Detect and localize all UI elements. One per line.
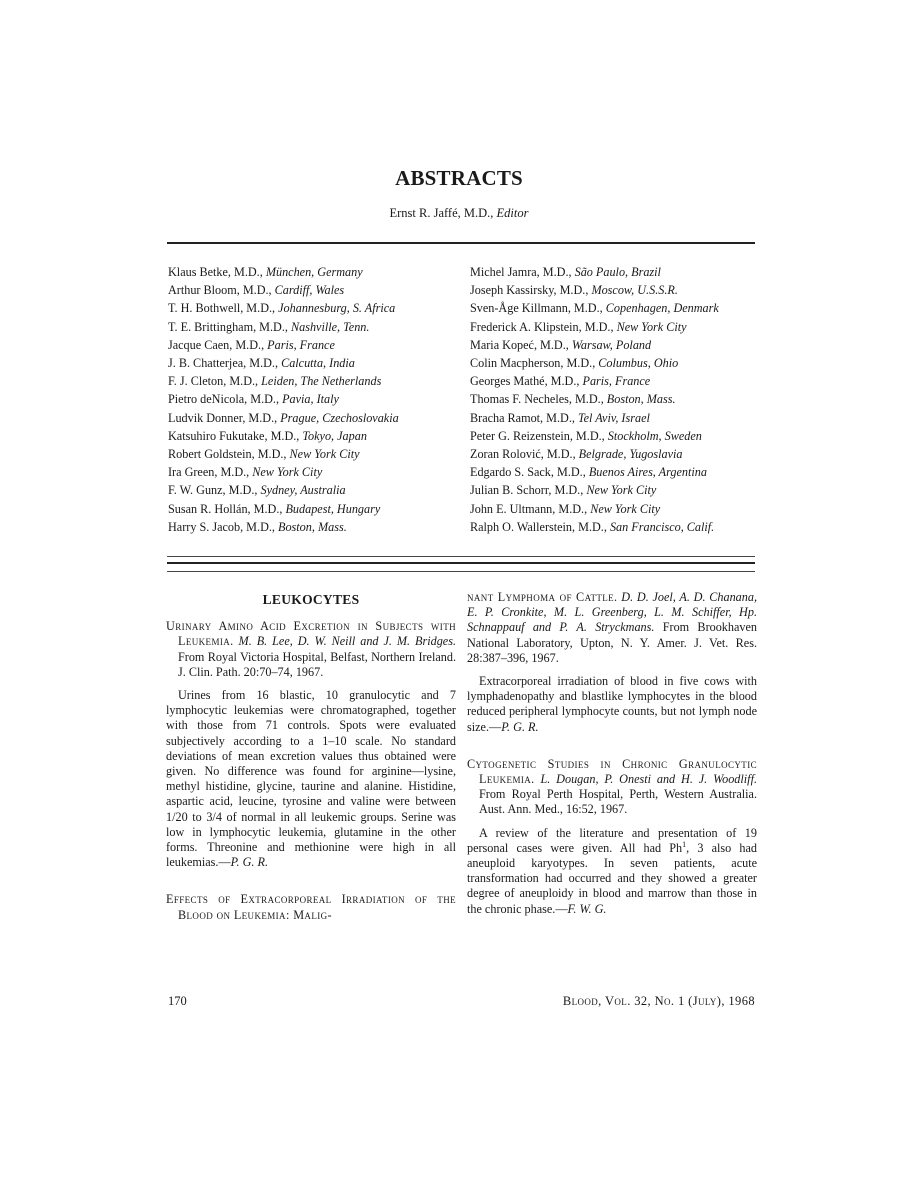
- abstract-citation: [166, 619, 456, 680]
- member-name: Ralph O. Wallerstein, M.D.,: [470, 519, 610, 534]
- abstract-title: Cytogenetic Studies in Chronic Granulocytic Leukemia.: [467, 756, 757, 787]
- abstract-text: Extracorporeal irradiation of blood in five cows with lymphadenopathy and blastlike lymphocytes in the blood reduced peripheral lymphocyte counts, but not lymph node size.—: [467, 674, 757, 734]
- abstract-signature: P. G. R.: [230, 855, 269, 870]
- board-member: [470, 318, 719, 336]
- member-place: Paris, France: [582, 374, 651, 389]
- board-member: [168, 263, 399, 281]
- abstract-title-continued: nant Lymphoma of Cattle.: [467, 590, 618, 604]
- member-place: Tokyo, Japan: [302, 428, 367, 443]
- member-place: Nashville, Tenn.: [291, 319, 370, 334]
- member-name: Pietro deNicola, M.D.,: [168, 392, 283, 407]
- abstract-citation: [166, 892, 456, 922]
- abstract-body: [467, 674, 757, 735]
- member-place: Columbus, Ohio: [598, 356, 679, 371]
- member-name: Peter G. Reizenstein, M.D.,: [470, 428, 608, 443]
- member-place: Stockholm, Sweden: [607, 428, 702, 443]
- member-place: Warsaw, Poland: [571, 337, 652, 352]
- board-member: [470, 390, 719, 408]
- board-member: [168, 372, 399, 390]
- abstract-body: [166, 688, 456, 870]
- board-member: [168, 318, 399, 336]
- board-member: [470, 481, 719, 499]
- member-name: Katsuhiro Fukutake, M.D.,: [168, 428, 303, 443]
- column-right: [467, 590, 757, 925]
- abstract-source: From Royal Victoria Hospital, Belfast, Northern Ireland. J. Clin. Path. 20:70–74, 1967.: [178, 649, 456, 679]
- abstract-text: A review of the literature and presentation of 19 personal cases were given. All had Ph: [467, 825, 757, 855]
- member-name: Maria Kopeć, M.D.,: [470, 337, 572, 352]
- board-member: [470, 299, 719, 317]
- member-place: Copenhagen, Denmark: [605, 301, 719, 316]
- board-member: [168, 481, 399, 499]
- board-member: [470, 354, 719, 372]
- member-name: Georges Mathé, M.D.,: [470, 374, 583, 389]
- board-member: [168, 500, 399, 518]
- board-member: [470, 500, 719, 518]
- member-place: Boston, Mass.: [606, 392, 676, 407]
- member-place: San Francisco, Calif.: [609, 519, 715, 534]
- member-name: Joseph Kassirsky, M.D.,: [470, 283, 592, 298]
- abstract-text: , 3 also had aneuploid karyotypes. In seven patients, acute transformation had occurred and they showed a greater degree of aneuploidy in blood and marrow than those in the chronic phase.—: [467, 840, 757, 916]
- member-place: Paris, France: [267, 337, 335, 352]
- member-name: Zoran Rolović, M.D.,: [470, 447, 579, 462]
- page-number: 170: [168, 994, 187, 1008]
- member-place: Buenos Aires, Argentina: [588, 465, 707, 480]
- member-place: New York City: [289, 447, 360, 462]
- member-name: F. W. Gunz, M.D.,: [168, 483, 261, 498]
- column-left: [166, 590, 456, 931]
- abstract-title: Urinary Amino Acid Excretion in Subjects with Leukemia.: [166, 619, 456, 649]
- member-place: Pavia, Italy: [282, 392, 339, 407]
- member-place: Prague, Czechoslovakia: [280, 410, 399, 425]
- member-name: John E. Ultmann, M.D.,: [470, 501, 591, 516]
- top-rule: [167, 242, 755, 244]
- member-place: Belgrade, Yugoslavia: [578, 447, 683, 462]
- member-name: Klaus Betke, M.D.,: [168, 265, 266, 279]
- member-name: T. H. Bothwell, M.D.,: [168, 301, 279, 316]
- abstract-title: Effects of Extracorporeal Irradiation of the Blood on Leukemia: Malig-: [166, 892, 456, 922]
- member-name: Jacque Caen, M.D.,: [168, 337, 268, 352]
- member-name: Robert Goldstein, M.D.,: [168, 447, 290, 462]
- member-name: F. J. Cleton, M.D.,: [168, 374, 262, 389]
- triple-rule-bottom: [167, 571, 755, 572]
- member-name: Julian B. Schorr, M.D.,: [470, 483, 587, 498]
- board-member: [470, 336, 719, 354]
- editor-line: [0, 206, 918, 221]
- editorial-board-right: [470, 263, 719, 536]
- board-member: [470, 281, 719, 299]
- member-place: Calcutta, India: [281, 356, 355, 371]
- member-place: Sydney, Australia: [260, 483, 346, 498]
- board-member: [470, 263, 719, 281]
- board-member: [168, 281, 399, 299]
- abstract-authors: M. B. Lee, D. W. Neill and J. M. Bridges.: [233, 634, 456, 649]
- member-name: Thomas F. Necheles, M.D.,: [470, 392, 607, 407]
- section-heading: LEUKOCYTES: [262, 592, 360, 607]
- abstract-body: [467, 826, 757, 917]
- board-member: [168, 336, 399, 354]
- member-name: Harry S. Jacob, M.D.,: [168, 519, 279, 534]
- board-member: [168, 463, 399, 481]
- abstract-source: From Royal Perth Hospital, Perth, Western Australia. Aust. Ann. Med., 16:52, 1967.: [479, 787, 757, 817]
- member-place: New York City: [586, 483, 657, 498]
- member-name: Sven-Åge Killmann, M.D.,: [470, 301, 606, 316]
- member-name: Michel Jamra, M.D.,: [470, 265, 575, 279]
- board-member: [168, 427, 399, 445]
- abstract-signature: F. W. G.: [567, 901, 607, 916]
- abstract-source: From Brookhaven National Laboratory, Upton, N. Y. Amer. J. Vet. Res. 28:387–396, 1967.: [467, 620, 758, 665]
- journal-citation: Blood, Vol. 32, No. 1 (July), 1968: [562, 994, 755, 1008]
- abstract-authors: D. D. Joel, A. D. Chanana, E. P. Cronkite, M. L. Greenberg, L. M. Schiffer, Hp. Schnappauf and P. A. Stryckmans.: [467, 590, 757, 635]
- triple-rule-top: [167, 556, 755, 557]
- editorial-board-left: [168, 263, 399, 536]
- abstract-authors: L. Dougan, P. Onesti and H. J. Woodliff.: [534, 772, 757, 787]
- abstract-signature: P. G. R.: [501, 719, 539, 734]
- board-member: [168, 409, 399, 427]
- board-member: [168, 518, 399, 536]
- member-name: T. E. Brittingham, M.D.,: [168, 319, 291, 334]
- member-name: Frederick A. Klipstein, M.D.,: [470, 319, 617, 334]
- member-place: Cardiff, Wales: [274, 283, 345, 298]
- member-name: J. B. Chatterjea, M.D.,: [168, 356, 282, 371]
- board-member: [470, 518, 719, 536]
- member-name: Edgardo S. Sack, M.D.,: [470, 465, 589, 480]
- member-name: Ludvik Donner, M.D.,: [168, 410, 281, 425]
- triple-rule-middle: [167, 562, 755, 564]
- member-place: Moscow, U.S.S.R.: [591, 283, 678, 298]
- editor-role: Editor: [496, 206, 529, 220]
- board-member: [470, 445, 719, 463]
- board-member: [168, 445, 399, 463]
- member-place: Johannesburg, S. Africa: [278, 301, 396, 316]
- board-member: [168, 354, 399, 372]
- member-place: Budapest, Hungary: [285, 501, 381, 516]
- board-member: [470, 372, 719, 390]
- member-name: Arthur Bloom, M.D.,: [168, 283, 275, 298]
- member-place: São Paulo, Brazil: [574, 265, 661, 279]
- editor-name: Ernst R. Jaffé, M.D.,: [389, 206, 497, 220]
- board-member: [470, 427, 719, 445]
- abstract-text: Urines from 16 blastic, 10 granulocytic and 7 lymphocytic leukemias were chromatographed, together with those from 71 controls. Spots were evaluated subjectively according to a 1–10 scale. No standard deviations of mean excretion values thus obtained were given. No difference was found for arginine—lysine, methyl histidine, glycine, taurine and alanine. Histidine, aspartic acid, leucine, tyrosine and valine were between 1/20 to 3/4 of normal in all leukemic groups. Serine was low in lymphocytic leukemia, glutamine in the other forms. Threonine and methionine were high in all leukemias.—: [166, 688, 456, 870]
- member-name: Bracha Ramot, M.D.,: [470, 410, 578, 425]
- member-place: Boston, Mass.: [278, 519, 347, 534]
- page-title: ABSTRACTS: [395, 166, 523, 190]
- member-place: Leiden, The Netherlands: [261, 374, 382, 389]
- member-name: Colin Macpherson, M.D.,: [470, 356, 599, 371]
- member-name: Ira Green, M.D.,: [168, 465, 253, 480]
- board-member: [168, 299, 399, 317]
- member-name: Susan R. Hollán, M.D.,: [168, 501, 286, 516]
- abstract-citation-continued: [467, 590, 757, 666]
- board-member: [470, 409, 719, 427]
- board-member: [168, 390, 399, 408]
- member-place: Tel Aviv, Israel: [577, 410, 650, 425]
- member-place: New York City: [252, 465, 323, 480]
- member-place: New York City: [590, 501, 661, 516]
- member-place: New York City: [616, 319, 687, 334]
- abstract-citation: [467, 757, 757, 818]
- member-place: München, Germany: [265, 265, 363, 279]
- superscript: 1: [682, 839, 687, 849]
- board-member: [470, 463, 719, 481]
